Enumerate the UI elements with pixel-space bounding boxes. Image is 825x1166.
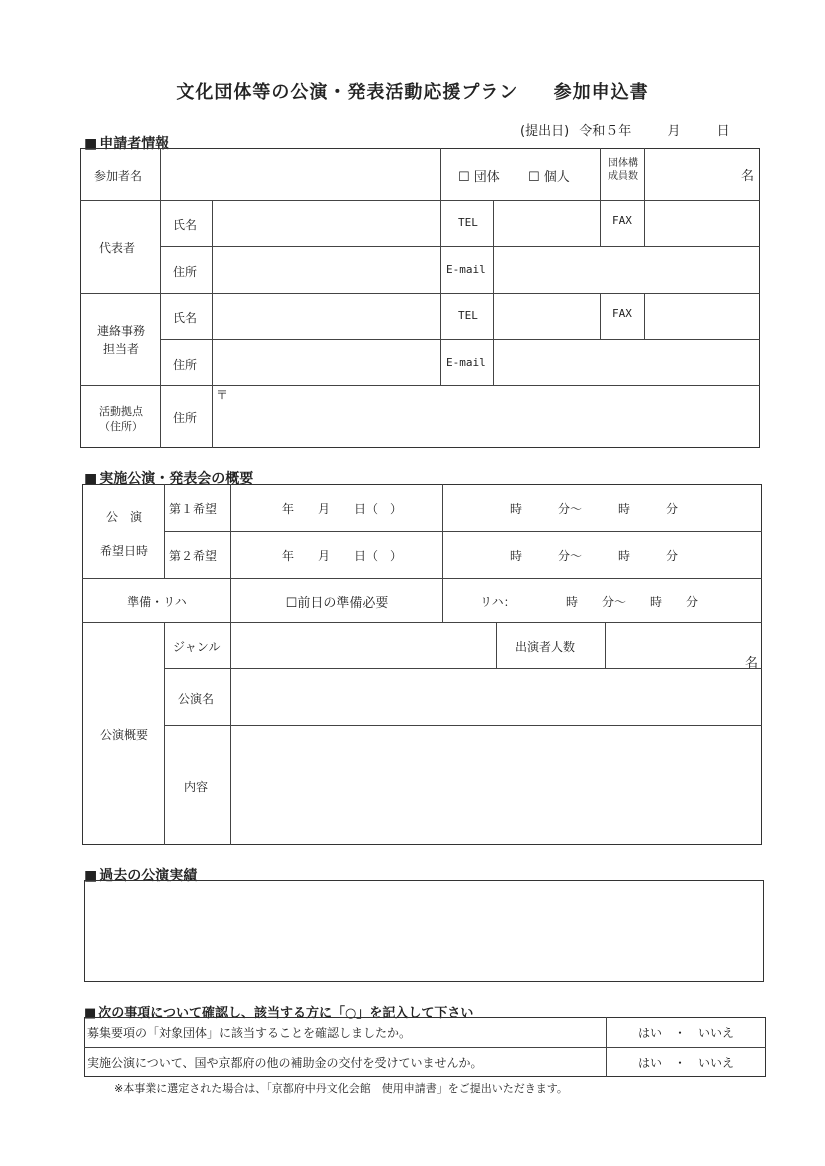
confirm-question-1: 募集要項の「対象団体」に該当することを確認しましたか。	[87, 1026, 412, 1040]
base-label	[82, 404, 160, 434]
genre-label: ジャンル	[173, 640, 221, 654]
performers-input[interactable]	[607, 624, 741, 666]
contact-email-input[interactable]	[495, 341, 758, 383]
genre-input[interactable]	[232, 624, 494, 666]
page-title	[0, 78, 825, 104]
date-month-label: 月	[667, 124, 681, 139]
first-choice-time[interactable]: 時 分〜 時 分	[510, 502, 679, 516]
reha-time[interactable]: 時 分〜 時 分	[566, 595, 699, 609]
members-label-line1: 団体構	[608, 158, 638, 169]
contact-email-label: E-mail	[446, 356, 486, 369]
contact-label-line2: 担当者	[102, 342, 139, 356]
base-label-line1: 活動拠点	[99, 405, 143, 418]
participant-name-label: 参加者名	[94, 169, 143, 183]
contact-label-line1: 連絡事務	[96, 324, 145, 338]
content-label: 内容	[184, 780, 209, 794]
postal-mark: 〒	[216, 388, 229, 402]
confirm-answer-2[interactable]: はい ・ いいえ	[637, 1056, 734, 1070]
contact-tel-input[interactable]	[495, 295, 598, 337]
title-sub: 参加申込書	[553, 82, 649, 103]
rep-address-input[interactable]	[214, 248, 438, 291]
rep-fax-input[interactable]	[646, 202, 758, 244]
rep-address-label: 住所	[173, 265, 198, 279]
content-input[interactable]	[232, 727, 760, 843]
members-label-line2: 成員数	[608, 171, 638, 182]
members-label	[602, 157, 644, 183]
prep-label: 準備・リハ	[127, 595, 187, 609]
reha-label: リハ：	[480, 595, 516, 609]
submission-date	[520, 120, 736, 139]
checkbox-group[interactable]: ☐ 団体	[458, 170, 500, 185]
base-address-label: 住所	[173, 411, 198, 425]
date-month-input[interactable]	[638, 120, 668, 136]
footnote: ※本事業に選定された場合は、「京都府中丹文化会館 使用申請書」をご提出いただきます。	[114, 1082, 568, 1095]
contact-tel-label: TEL	[458, 309, 478, 322]
date-label: (提出日)	[520, 124, 570, 139]
rep-name-label: 氏名	[173, 218, 198, 232]
perf-date-label-line2: 希望日時	[99, 544, 148, 558]
section-applicant-heading: ■ 申請者情報	[84, 133, 169, 153]
contact-name-label: 氏名	[173, 311, 198, 325]
performers-label: 出演者人数	[515, 640, 576, 654]
perf-name-input[interactable]	[232, 670, 760, 723]
contact-fax-label: FAX	[612, 307, 632, 320]
rep-label: 代表者	[99, 241, 136, 255]
section-confirm-heading: ■ 次の事項について確認し、該当する方に「○」を記入して下さい	[84, 1002, 473, 1021]
title-main: 文化団体等の公演・発表活動応援プラン	[176, 82, 519, 103]
confirm-answer-1[interactable]: はい ・ いいえ	[637, 1026, 734, 1040]
base-label-line2: （住所）	[99, 420, 143, 433]
contact-address-input[interactable]	[214, 341, 438, 383]
date-day-label: 日	[716, 124, 730, 139]
rep-email-input[interactable]	[495, 248, 758, 291]
contact-fax-input[interactable]	[646, 295, 758, 337]
members-count-input[interactable]	[646, 150, 738, 198]
overview-label: 公演概要	[99, 728, 148, 742]
perf-date-label-line1: 公 演	[105, 510, 142, 524]
confirm-question-2: 実施公演について、国や京都府の他の補助金の交付を受けていませんか。	[87, 1056, 483, 1070]
section-history-heading: ■ 過去の公演実績	[84, 865, 197, 885]
perf-name-label: 公演名	[178, 692, 215, 706]
date-day-input[interactable]	[690, 120, 720, 136]
contact-name-input[interactable]	[214, 295, 438, 337]
rep-tel-input[interactable]	[495, 202, 598, 244]
members-unit: 名	[741, 169, 755, 184]
second-choice-time[interactable]: 時 分〜 時 分	[510, 549, 679, 563]
rep-tel-label: TEL	[458, 216, 478, 229]
date-era: 令和５年	[579, 124, 632, 139]
rep-email-label: E-mail	[446, 263, 486, 276]
participant-name-input[interactable]	[162, 150, 438, 198]
section-performance-heading: ■ 実施公演・発表会の概要	[84, 468, 253, 488]
contact-address-label: 住所	[173, 358, 198, 372]
perf-date-label	[84, 500, 164, 568]
first-choice-label: 第１希望	[169, 502, 218, 516]
base-address-input[interactable]	[230, 387, 758, 446]
second-choice-date[interactable]: 年 月 日（ ）	[282, 549, 403, 563]
history-input[interactable]	[84, 880, 764, 982]
performers-unit: 名	[745, 656, 759, 671]
rep-name-input[interactable]	[214, 202, 438, 244]
second-choice-label: 第２希望	[169, 549, 218, 563]
contact-label	[82, 322, 160, 358]
prep-checkbox[interactable]: ☐前日の準備必要	[285, 596, 389, 611]
first-choice-date[interactable]: 年 月 日（ ）	[282, 502, 403, 516]
rep-fax-label: FAX	[612, 214, 632, 227]
checkbox-individual[interactable]: ☐ 個人	[528, 170, 570, 185]
